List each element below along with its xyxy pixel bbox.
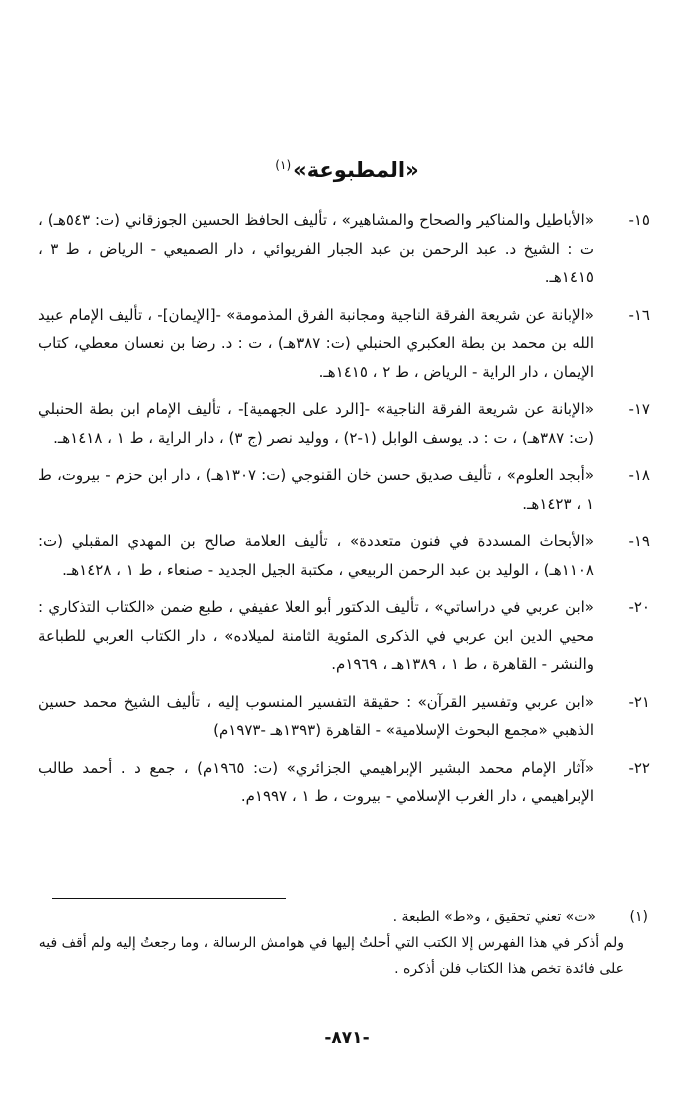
entry-text: «الإبانة عن شريعة الفرقة الناجية» -[الرد على الجهمية]- ، تأليف الإمام ابن بطة الحنبلي (ت: ٣٨٧هـ) ، ت : د. يوسف الوابل (١-٢) ، ووليد نصر (ج ٣) ، دار الراية ، ط ١ ، ١٤١٨هـ.: [38, 400, 594, 447]
entry-number: ٢٠-: [628, 598, 650, 616]
entry-number: ١٥-: [628, 211, 650, 229]
footnote-number: (١): [629, 909, 648, 925]
bibliography-entry: [38, 301, 650, 387]
page-number: -٨٧١-: [324, 1028, 370, 1048]
bibliography-entry: [38, 754, 650, 811]
entry-text: «الأباطيل والمناكير والصحاح والمشاهير» ، تأليف الحافظ الحسين الجوزقاني (ت: ٥٤٣هـ) ، ت : الشيخ د. عبد الرحمن بن عبد الجبار الفريوائي ، دار الصميعي - الرياض ، ط ٣ ، ١٤١٥هـ.: [38, 211, 595, 286]
entry-number: ١٩-: [628, 532, 650, 550]
entry-text: «الإبانة عن شريعة الفرقة الناجية ومجانبة الفرق المذمومة» -[الإيمان]- ، تأليف الإمام عبيد الله بن محمد بن بطة العكبري الحنبلي (ت: ٣٨٧هـ) ، ت : د. رضا بن نعسان معطي، كتاب الإيمان ، دار الراية - الرياض ، ط ٢ ، ١٤١٥هـ.: [38, 305, 594, 381]
entry-number: ٢٢-: [628, 758, 650, 777]
entry-text: «أبجد العلوم» ، تأليف صديق حسن خان القنوجي (ت: ١٣٠٧هـ) ، دار ابن حزم - بيروت، ط ١ ، ١٤٢٣هـ.: [38, 466, 594, 513]
title-text: «المطبوعة»: [293, 158, 419, 182]
footnote-body: [38, 904, 650, 982]
entry-text: «ابن عربي وتفسير القرآن» : حقيقة التفسير المنسوب إليه ، تأليف الشيخ محمد حسين الذهبي «مجمع البحوث الإسلامية» - القاهرة (١٣٩٣هـ -١٩٧٣م): [38, 692, 594, 739]
bibliography-entry: [38, 688, 650, 745]
page-title: [0, 150, 694, 185]
footnote-divider: [52, 898, 286, 899]
entry-text: «آثار الإمام محمد البشير الإبراهيمي الجزائري» (ت: ١٩٦٥م) ، جمع د . أحمد طالب الإبراهيمي ، دار الغرب الإسلامي - بيروت ، ط ١ ، ١٩٩٧م.: [38, 758, 594, 805]
entry-number: ٢١-: [628, 692, 650, 711]
bibliography-entry: [38, 395, 650, 452]
footnote-line: «ت» تعني تحقيق ، و«ط» الطبعة .: [392, 909, 596, 925]
bibliography-list: [38, 206, 650, 820]
footnote: [38, 904, 650, 982]
bibliography-entry: [38, 593, 650, 679]
bibliography-entry: [38, 206, 650, 292]
entry-number: ١٧-: [628, 400, 650, 418]
footnote-line: ولم أذكر في هذا الفهرس إلا الكتب التي أحلتُ إليها في هوامش الرسالة ، وما رجعتُ إليه ولم أقف فيه على فائدة تخص هذا الكتاب فلن أذكره .: [38, 935, 624, 977]
entry-number: ١٨-: [628, 466, 650, 484]
bibliography-entry: [38, 461, 650, 518]
bibliography-entry: [38, 527, 650, 584]
footnote-reference: (١): [275, 158, 292, 172]
entry-number: ١٦-: [628, 305, 650, 324]
entry-text: «ابن عربي في دراساتي» ، تأليف الدكتور أبو العلا عفيفي ، طبع ضمن «الكتاب التذكاري : محيي الدين ابن عربي في الذكرى المئوية الثامنة لميلاده» ، دار الكتاب العربي للطباعة والنشر - القاهرة ، ط ١ ، ١٣٨٩هـ ، ١٩٦٩م.: [38, 598, 594, 673]
entry-text: «الأبحاث المسددة في فنون متعددة» ، تأليف العلامة صالح بن المهدي المقبلي (ت: ١١٠٨هـ) ، الوليد بن عبد الرحمن الربيعي ، مكتبة الجيل الجديد - صنعاء ، ط ١ ، ١٤٢٨هـ.: [38, 532, 594, 579]
